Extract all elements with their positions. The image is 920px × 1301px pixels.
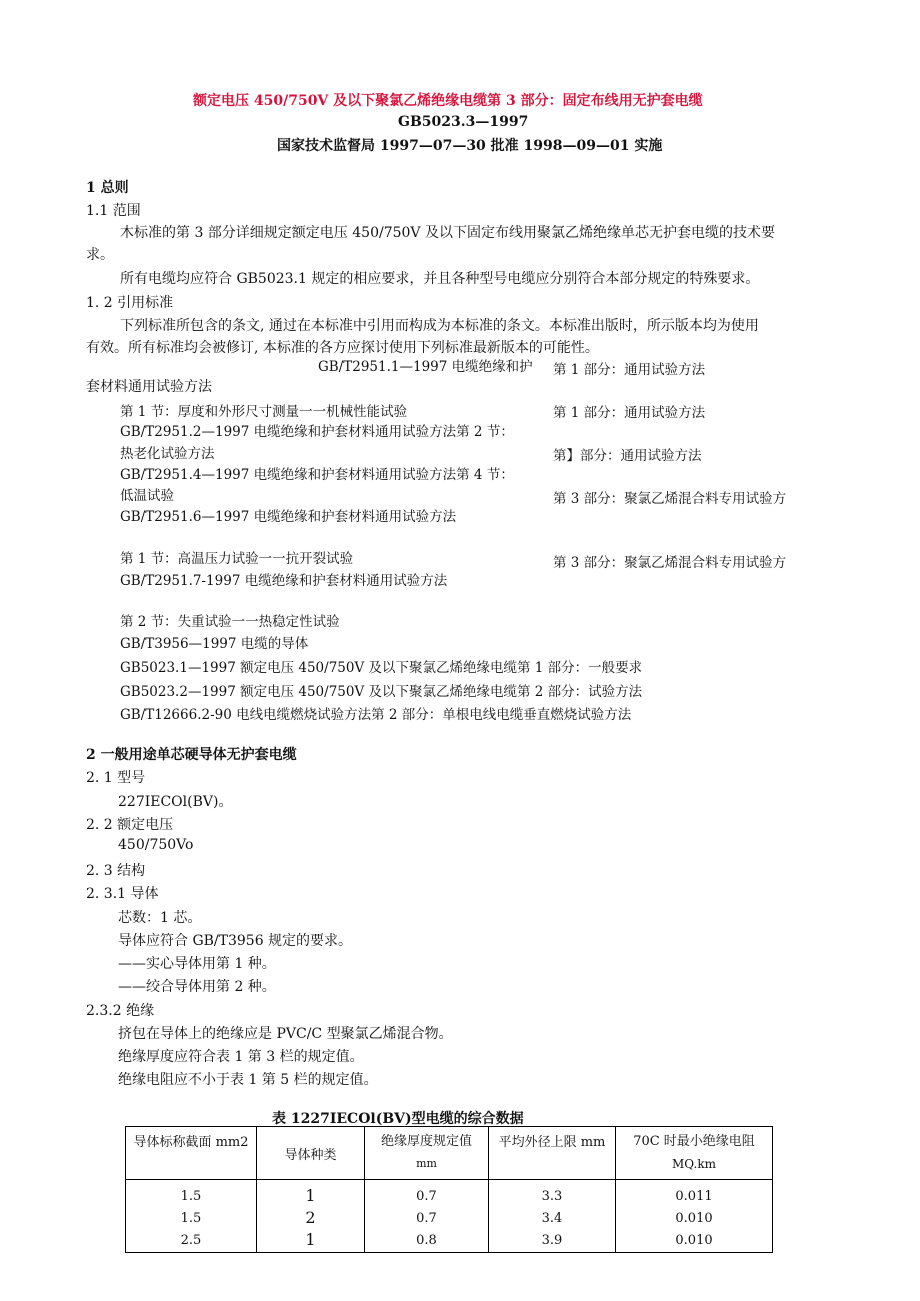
cell-value: 1 [305, 1186, 316, 1205]
reference-line: GB/T2951.6—1997 电缆绝缘和护套材料通用试验方法 [120, 509, 457, 525]
reference-line: 套材料通用试验方法 [86, 379, 212, 395]
header-text: 绝缘厚度规定值 [380, 1134, 472, 1149]
subsection-heading: 2.3.2 绝缘 [86, 1003, 155, 1019]
text-line: 227IECOl(BV)。 [118, 794, 233, 810]
reference-part: 第 3 部分：聚氯乙烯混合料专用试验方 [553, 491, 787, 507]
reference-line: GB/T2951.1—1997 电缆绝缘和护 [318, 359, 533, 375]
subsection-heading: 2. 3.1 导体 [86, 886, 159, 902]
subsection-heading: 2. 3 结构 [86, 863, 146, 879]
paragraph: 下列标准所包含的条文, 通过在本标准中引用而构成为本标准的条文。本标准出版时，所示版本均为使用 [120, 318, 759, 334]
standard-code: GB5023.3—1997 [398, 114, 529, 130]
cell-value: 1.5 [180, 1189, 202, 1204]
text-line: ——实心导体用第 1 种。 [118, 956, 276, 972]
cell-value: 0.7 [416, 1189, 437, 1204]
cell-value: 1 [305, 1230, 316, 1249]
reference-line: GB5023.1—1997 额定电压 450/750V 及以下聚氯乙烯绝缘电缆第 1 部分：一般要求 [120, 660, 643, 676]
paragraph: 所有电缆均应符合 GB5023.1 规定的相应要求，并且各种型号电缆应分别符合本部分规定的特殊要求。 [120, 271, 760, 287]
table-header-cell [365, 1127, 489, 1180]
reference-line: 低温试验 [120, 488, 174, 504]
table-header-row [126, 1127, 773, 1180]
table-cell [365, 1180, 489, 1253]
header-unit: mm [416, 1157, 437, 1170]
cell-value: 2 [305, 1208, 316, 1227]
table-header-cell: 平均外径上限 mm [489, 1127, 616, 1180]
paragraph: 木标准的第 3 部分详细规定额定电压 450/750V 及以下固定布线用聚氯乙烯绝缘单芯无护套电缆的技术要 [120, 225, 775, 241]
table-cell [257, 1180, 365, 1253]
reference-part: 第 3 部分：聚氯乙烯混合料专用试验方 [553, 555, 787, 571]
text-line: 绝缘厚度应符合表 1 第 3 栏的规定值。 [118, 1049, 364, 1065]
reference-line: 第 1 节：高温压力试验一一抗开裂试验 [120, 551, 354, 567]
paragraph: 有效。所有标准均会被修订, 本标准的各方应探讨使用下列标准最新版本的可能性。 [86, 340, 599, 356]
text-line: 挤包在导体上的绝缘应是 PVC/C 型聚氯乙烯混合物。 [118, 1026, 453, 1042]
reference-line: 第 2 节：失重试验一一热稳定性试验 [120, 614, 340, 630]
cell-value: 0.010 [675, 1211, 713, 1226]
table-cell [126, 1180, 257, 1253]
reference-part: 第 1 部分：通用试验方法 [553, 405, 706, 421]
cell-value: 3.9 [541, 1233, 563, 1248]
table-row [126, 1180, 773, 1253]
cell-value: 2.5 [180, 1233, 202, 1248]
reference-line: 第 1 节：厚度和外形尺寸测量一一机械性能试验 [120, 404, 408, 420]
reference-line: 热老化试验方法 [120, 446, 215, 462]
subsection-heading: 2. 1 型号 [86, 770, 146, 786]
cell-value: 0.011 [675, 1189, 713, 1204]
section-2-heading: 2 一般用途单芯硬导体无护套电缆 [86, 747, 297, 763]
reference-part: 第】部分：通用试验方法 [553, 448, 702, 464]
cell-value: 3.3 [541, 1189, 563, 1204]
table-header-cell: 导体种类 [257, 1127, 365, 1180]
text-line: 绝缘电阻应不小于表 1 第 5 栏的规定值。 [118, 1072, 378, 1088]
header-unit: MQ.km [672, 1157, 716, 1171]
reference-line: GB/T2951.2—1997 电缆绝缘和护套材料通用试验方法第 2 节： [120, 424, 514, 440]
text-line: ——绞合导体用第 2 种。 [118, 979, 276, 995]
text-line: 导体应符合 GB/T3956 规定的要求。 [118, 933, 353, 949]
section-1-2-heading: 1. 2 引用标准 [86, 295, 174, 311]
paragraph: 求。 [86, 247, 114, 263]
header-text: 70C 时最小绝缘电阻 [633, 1134, 755, 1149]
table-header-cell: 导体标称截面 mm2 [126, 1127, 257, 1180]
reference-line: GB/T2951.4—1997 电缆绝缘和护套材料通用试验方法第 4 节： [120, 467, 514, 483]
text-line: 450/750Vo [118, 837, 194, 853]
reference-line: GB/T12666.2-90 电线电缆燃烧试验方法第 2 部分：单根电线电缆垂直燃烧试验方法 [120, 707, 632, 723]
data-table [125, 1126, 773, 1253]
reference-line: GB/T3956—1997 电缆的导体 [120, 636, 309, 652]
table-header-cell [616, 1127, 773, 1180]
text-line: 芯数：1 芯。 [118, 910, 202, 926]
cell-value: 0.010 [675, 1233, 713, 1248]
subsection-heading: 2. 2 额定电压 [86, 817, 174, 833]
reference-line: GB/T2951.7-1997 电缆绝缘和护套材料通用试验方法 [120, 573, 448, 589]
reference-line: GB5023.2—1997 额定电压 450/750V 及以下聚氯乙烯绝缘电缆第 2 部分：试验方法 [120, 684, 643, 700]
cell-value: 0.7 [416, 1211, 437, 1226]
cell-value: 1.5 [180, 1211, 202, 1226]
reference-part: 第 1 部分：通用试验方法 [553, 362, 706, 378]
table-caption: 表 1227IECOl(BV)型电缆的综合数据 [272, 1111, 524, 1127]
table-cell [616, 1180, 773, 1253]
approval-line: 国家技术监督局 1997—07—30 批准 1998—09—01 实施 [277, 138, 663, 154]
section-1-heading: 1 总则 [86, 180, 129, 196]
table-cell [489, 1180, 616, 1253]
section-1-1-heading: 1.1 范围 [86, 203, 141, 219]
document-title: 额定电压 450/750V 及以下聚氯乙烯绝缘电缆第 3 部分：固定布线用无护套电缆 [193, 93, 703, 109]
cell-value: 3.4 [541, 1211, 563, 1226]
cell-value: 0.8 [416, 1233, 437, 1248]
